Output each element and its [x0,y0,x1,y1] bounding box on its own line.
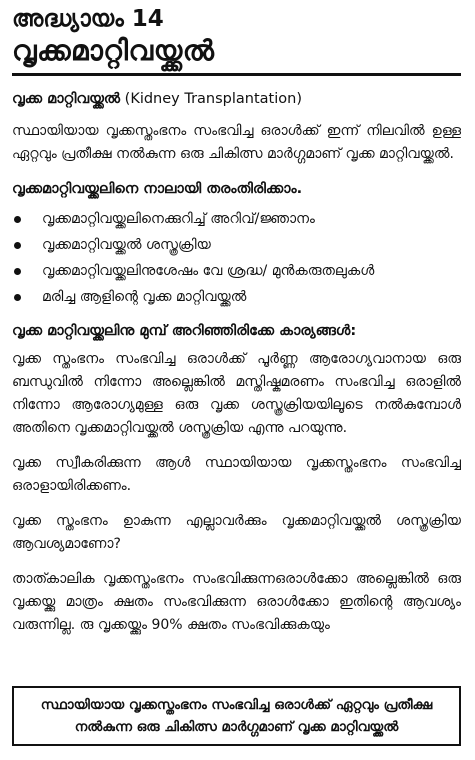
bullet-icon [14,242,21,249]
list-item-text: വൃക്കമാറ്റിവയ്ക്കൽ ശസ്ത്രക്രിയ [42,237,211,253]
subtitle-english: (Kidney Transplantation) [120,91,302,107]
list-item-text: വൃക്കമാറ്റിവയ്ക്കലിനുശേഷം വേ ശ്രദ്ധ/ മുൻകരുതലുകൾ [42,263,375,279]
bullet-icon [14,294,21,301]
list-item [12,284,461,310]
classification-heading: വൃക്കമാറ്റിവയ്ക്കലിനെ നാലായി തരംതിരിക്കാം. [12,181,303,197]
before-paragraph: താത്കാലിക വൃക്കസ്തംഭനം സംഭവിക്കുന്നഒരാൾക്കോ അല്ലെങ്കിൽ ഒരു വൃക്കയ്ക്കു മാത്രം ക്ഷതം സംഭവിക്കുന്ന ഒരാൾക്കോ ഇതിന്റെ ആവശ്യം വരുന്നില്ല. രു വൃക്കയ്ക്കും 90% ക്ഷതം സംഭവിക്കുകയും [12,571,461,633]
before-paragraph: വൃക്ക സ്തംഭനം ഉാകുന്ന എല്ലാവർക്കും വൃക്കമാറ്റിവയ്ക്കൽ ശസ്ത്രക്രിയ ആവശ്യമാണോ? [12,513,461,552]
list-item [12,206,461,232]
chapter-header [12,0,461,68]
bullet-icon [14,216,21,223]
chapter-title: വൃക്കമാറ്റിവയ്ക്കൽ [12,34,215,67]
subtitle-malayalam: വൃക്ക മാറ്റിവയ്ക്കൽ [12,91,121,107]
chapter-label: അദ്ധ്യായം 14 [12,6,164,32]
bullet-icon [14,268,21,275]
list-item-text: വൃക്കമാറ്റിവയ്ക്കലിനെക്കുറിച്ച് അറിവ്/ജ്ഞാനം [42,211,315,227]
before-heading: വൃക്ക മാറ്റിവയ്ക്കലിനു മുമ്പ് അറിഞ്ഞിരിക്കേ കാര്യങ്ങൾ: [12,323,357,339]
intro-paragraph: സ്ഥായിയായ വൃക്കസ്തംഭനം സംഭവിച്ച ഒരാൾക്ക് ഇന്ന് നിലവിൽ ഉള്ള ഏറ്റവും പ്രതീക്ഷ നൽകുന്ന ഒരു ചികിത്സ മാർഗ്ഗമാണ് വൃക്ക മാറ്റിവയ്ക്കൽ. [12,123,461,162]
list-item [12,258,461,284]
list-item [12,232,461,258]
before-paragraph: വൃക്ക സ്വീകരിക്കുന്ന ആൾ സ്ഥായിയായ വൃക്കസ്തംഭനം സംഭവിച്ച ഒരാളായിരിക്കണം. [12,455,461,494]
classification-list [12,206,461,310]
callout-box: സ്ഥായിയായ വൃക്കസ്തംഭനം സംഭവിച്ച ഒരാൾക്ക് ഏറ്റവും പ്രതീക്ഷ നൽകുന്ന ഒരു ചികിത്സ മാർഗ്ഗമാണ് വൃക്ക മാറ്റിവയ്ക്കൽ [12,686,461,746]
header-divider [12,73,461,76]
list-item-text: മരിച്ച ആളിന്റെ വൃക്ക മാറ്റിവയ്ക്കൽ [42,289,247,305]
section-subtitle [12,88,461,110]
before-paragraph: വൃക്ക സ്തംഭനം സംഭവിച്ച ഒരാൾക്ക് പൂർണ്ണ ആരോഗ്യവാനായ ഒരു ബന്ധുവിൽ നിന്നോ അല്ലെങ്കിൽ മസ്തിഷ്കമരണം സംഭവിച്ച ഒരാളിൽ നിന്നോ ആരോഗ്യമുള്ള ഒരു വൃക്ക ശസ്ത്രക്രിയയിലൂടെ നൽകുമ്പോൾ അതിനെ വൃക്കമാറ്റിവയ്ക്കൽ ശസ്ത്രക്രിയ എന്നു പറയുന്നു. [12,351,461,436]
